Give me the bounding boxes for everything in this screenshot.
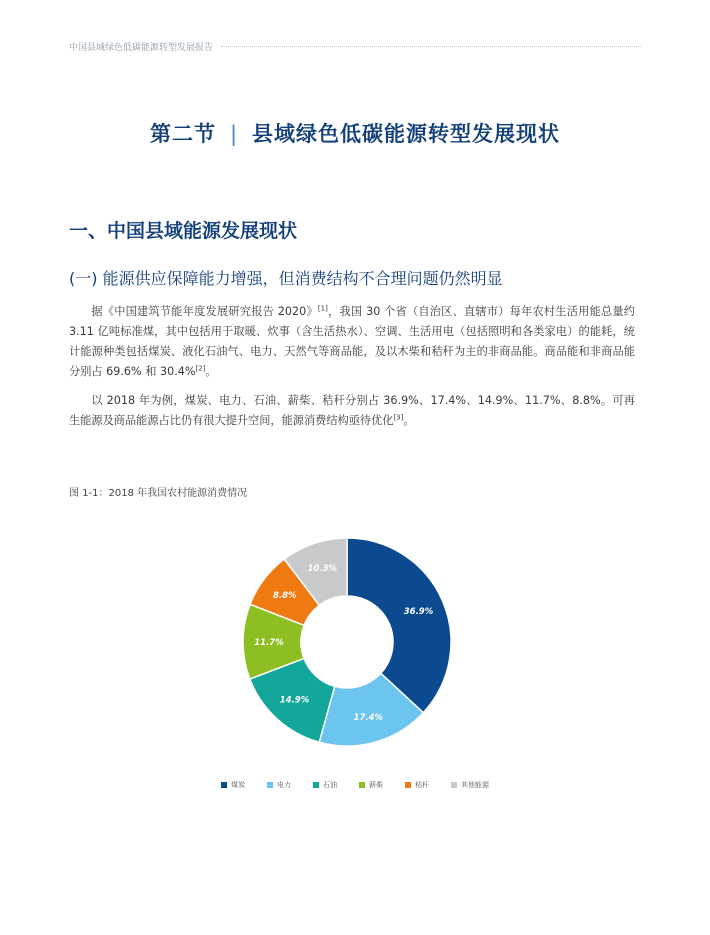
- running-header: [69, 40, 641, 53]
- paragraph-2: [69, 391, 635, 431]
- legend-swatch: [221, 782, 227, 788]
- legend-item-other: [451, 780, 489, 790]
- chart-legend: [0, 780, 710, 790]
- legend-swatch: [359, 782, 365, 788]
- legend-swatch: [267, 782, 273, 788]
- section-name: 县域绿色低碳能源转型发展现状: [252, 122, 561, 146]
- header-rule: [221, 46, 641, 47]
- legend-swatch: [451, 782, 457, 788]
- legend-label: 煤炭: [231, 781, 245, 789]
- citation-2[interactable]: [2]: [195, 364, 206, 373]
- legend-label: 秸秆: [415, 781, 429, 789]
- legend-item-oil: [313, 780, 337, 790]
- slice-label-coal: 36.9%: [403, 606, 434, 617]
- citation-1[interactable]: [1]: [317, 304, 328, 313]
- legend-label: 电力: [277, 781, 291, 789]
- legend-swatch: [313, 782, 319, 788]
- legend-item-coal: [221, 780, 245, 790]
- citation-3[interactable]: [3]: [393, 413, 404, 422]
- figure-caption: 图 1-1：2018 年我国农村能源消费情况: [69, 488, 248, 499]
- paragraph-1-text-a: 据《中国建筑节能年度发展研究报告 2020》: [91, 305, 318, 318]
- legend-label: 薪柴: [369, 781, 383, 789]
- heading-2: (一) 能源供应保障能力增强，但消费结构不合理问题仍然明显: [69, 269, 503, 288]
- slice-label-oil: 14.9%: [279, 695, 310, 706]
- section-title: [0, 118, 710, 148]
- slice-label-other: 10.3%: [307, 564, 337, 575]
- heading-1: 一、中国县域能源发展现状: [69, 220, 298, 242]
- legend-item-straw: [405, 780, 429, 790]
- legend-swatch: [405, 782, 411, 788]
- paragraph-1: [69, 302, 635, 382]
- paragraph-1-text-c: 。: [205, 365, 217, 378]
- legend-label: 石油: [323, 781, 337, 789]
- section-number: 第二节: [149, 122, 216, 146]
- paragraph-1-text-b: ，我国 30 个省（自治区、直辖市）每年农村生活用能总量约 3.11 亿吨标准煤，其中包括用于取暖、炊事（含生活热水）、空调、生活用电（包括照明和各类家电）的能耗，统计能源种类包括煤炭、液化石油气、电力、天然气等商品能，及以木柴和秸秆为主的非商品能。商品能和非商品能分别占 69.6% 和 30.4%: [69, 305, 635, 378]
- legend-label: 其他能源: [461, 781, 489, 789]
- paragraph-2-text-c: 。: [403, 414, 415, 427]
- section-separator: |: [229, 122, 239, 146]
- report-title: 中国县域绿色低碳能源转型发展报告: [69, 43, 214, 53]
- legend-item-firewood: [359, 780, 383, 790]
- paragraph-2-text-a: 以 2018 年为例，煤炭、电力、石油、薪柴、秸秆分别占 36.9%、17.4%、14.9%、11.7%、8.8%。可再生能源及商品能源占比仍有很大提升空间，能源消费结构亟待优化: [69, 394, 635, 427]
- donut-chart: [0, 520, 710, 760]
- legend-item-electricity: [267, 780, 291, 790]
- slice-label-electricity: 17.4%: [353, 713, 384, 724]
- slice-label-firewood: 11.7%: [254, 637, 284, 648]
- slice-label-straw: 8.8%: [272, 590, 297, 601]
